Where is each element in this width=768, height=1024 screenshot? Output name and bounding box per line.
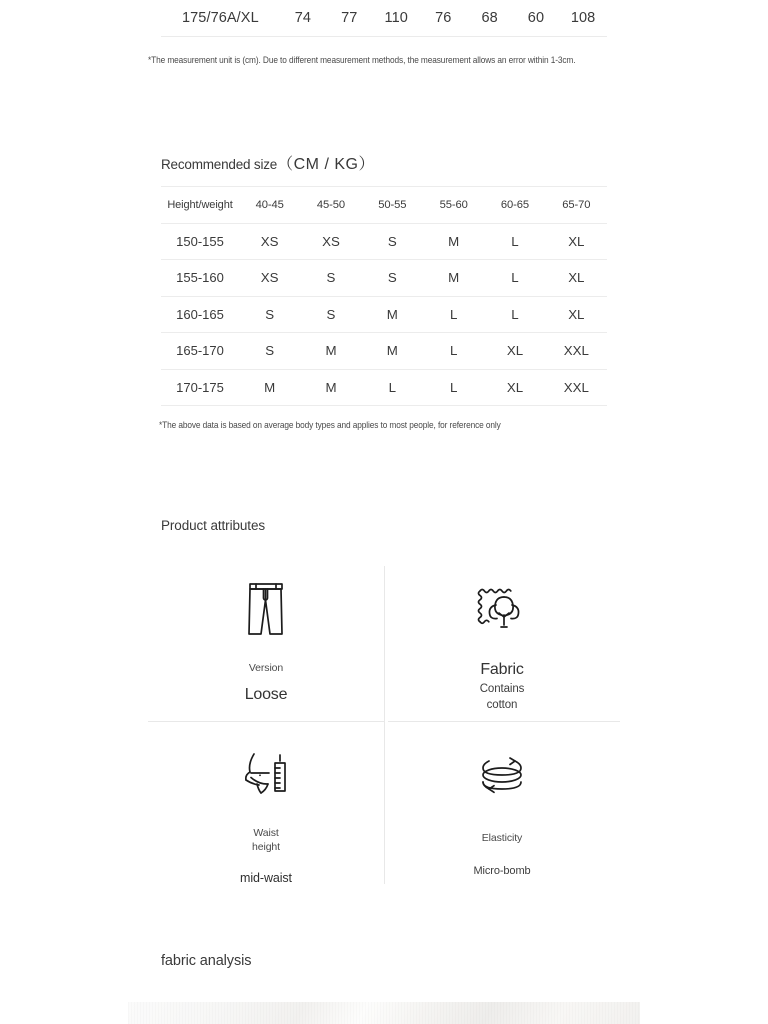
- size-cell: S: [387, 270, 397, 286]
- column-header-weight-range: 45-50: [316, 198, 346, 211]
- column-header-weight-range: 60-65: [500, 198, 530, 211]
- size-cell: XS: [322, 233, 340, 249]
- measurement-note: *The measurement unit is (cm). Due to different measurement methods, the measurement allows an error within 1-3cm.: [148, 54, 576, 66]
- trousers-icon: [148, 574, 384, 644]
- size-cell: L: [449, 379, 458, 395]
- attribute-value-fabric-line1: Contains: [479, 683, 525, 695]
- column-header-weight-range: 55-60: [439, 198, 468, 211]
- measurement-value-cell: 74: [294, 9, 312, 26]
- column-header-height-weight: Height/weight: [167, 198, 233, 211]
- size-cell: XL: [506, 379, 524, 395]
- product-attributes-grid: [148, 560, 620, 885]
- row-header-height: 160-165: [176, 306, 224, 322]
- row-header-height: 155-160: [176, 270, 224, 286]
- size-cell: M: [325, 379, 337, 395]
- size-cell: XS: [260, 270, 279, 286]
- table-row: [161, 296, 607, 333]
- attribute-cell-fabric: [384, 560, 620, 713]
- size-cell: M: [386, 343, 398, 359]
- size-cell: L: [449, 343, 458, 359]
- elastic-coil-icon: [384, 740, 620, 810]
- size-cell: S: [265, 343, 275, 359]
- table-row: [161, 369, 607, 406]
- measurement-value-cell: 76: [435, 9, 452, 26]
- attribute-label-fabric: Fabric: [480, 661, 524, 678]
- size-cell: XXL: [563, 343, 589, 359]
- size-cell: XL: [568, 233, 585, 249]
- product-attributes-heading: Product attributes: [161, 518, 266, 533]
- row-header-height: 165-170: [176, 343, 224, 359]
- size-cell: XL: [506, 343, 524, 359]
- table-header-row: [161, 187, 607, 224]
- cotton-boll-icon: [384, 574, 620, 644]
- attribute-cell-elasticity: [384, 726, 620, 877]
- measurement-table: [161, 0, 607, 37]
- table-row: [161, 333, 607, 370]
- attribute-cell-waist-height: [148, 726, 384, 885]
- attribute-value-waist: mid-waist: [240, 871, 292, 885]
- attribute-label-elasticity: Elasticity: [481, 832, 523, 844]
- attribute-value-version: Loose: [244, 686, 288, 703]
- size-cell: S: [326, 306, 336, 322]
- attribute-label-waist-line2: height: [251, 841, 280, 853]
- recommended-size-heading-unit: （CM / KG）: [277, 156, 375, 173]
- measurement-value-cell: 77: [341, 9, 358, 26]
- row-header-height: 150-155: [176, 233, 224, 249]
- attribute-value-fabric-line2: cotton: [486, 699, 518, 711]
- recommended-size-heading-text: Recommended size: [161, 157, 278, 172]
- size-cell: M: [325, 343, 337, 359]
- grid-horizontal-divider-left: [148, 721, 384, 722]
- recommended-size-table: [161, 186, 607, 406]
- table-row: [161, 260, 607, 297]
- measurement-value-cell: 68: [481, 9, 498, 26]
- recommended-size-heading: [161, 151, 375, 174]
- size-cell: L: [449, 306, 458, 322]
- attribute-label-waist-line1: Waist: [253, 827, 279, 839]
- size-cell: XL: [568, 306, 585, 322]
- size-cell: XXL: [563, 379, 589, 395]
- size-cell: M: [448, 233, 460, 249]
- size-cell: XL: [568, 270, 585, 286]
- size-cell: S: [326, 270, 336, 286]
- size-cell: S: [265, 306, 275, 322]
- size-cell: M: [386, 306, 398, 322]
- size-cell: L: [511, 233, 519, 249]
- table-row: [161, 223, 607, 260]
- size-cell: S: [387, 233, 397, 249]
- size-cell: L: [511, 270, 519, 286]
- recommended-size-note: *The above data is based on average body types and applies to most people, for reference only: [159, 419, 501, 431]
- fabric-analysis-heading: fabric analysis: [161, 953, 252, 969]
- waist-ruler-icon: [148, 740, 384, 810]
- measurement-value-cell: 108: [570, 9, 596, 26]
- measurement-value-cell: 110: [384, 9, 408, 26]
- column-header-weight-range: 50-55: [378, 198, 407, 211]
- fabric-analysis-photo: [128, 1002, 640, 1024]
- attribute-cell-version: [148, 560, 384, 704]
- measurement-size-cell: 175/76A/XL: [181, 9, 259, 26]
- column-header-weight-range: 65-70: [562, 198, 591, 211]
- measurement-value-cell: 60: [527, 9, 545, 26]
- size-cell: L: [511, 306, 519, 322]
- attribute-value-elasticity: Micro-bomb: [473, 865, 531, 877]
- size-cell: M: [448, 270, 460, 286]
- attribute-label-version: Version: [248, 662, 284, 674]
- column-header-weight-range: 40-45: [255, 198, 284, 211]
- grid-horizontal-divider-right: [388, 721, 620, 722]
- size-cell: XS: [260, 233, 279, 249]
- row-header-height: 170-175: [176, 379, 224, 395]
- size-cell: L: [388, 379, 397, 395]
- table-row: [161, 0, 607, 36]
- size-cell: M: [264, 379, 276, 395]
